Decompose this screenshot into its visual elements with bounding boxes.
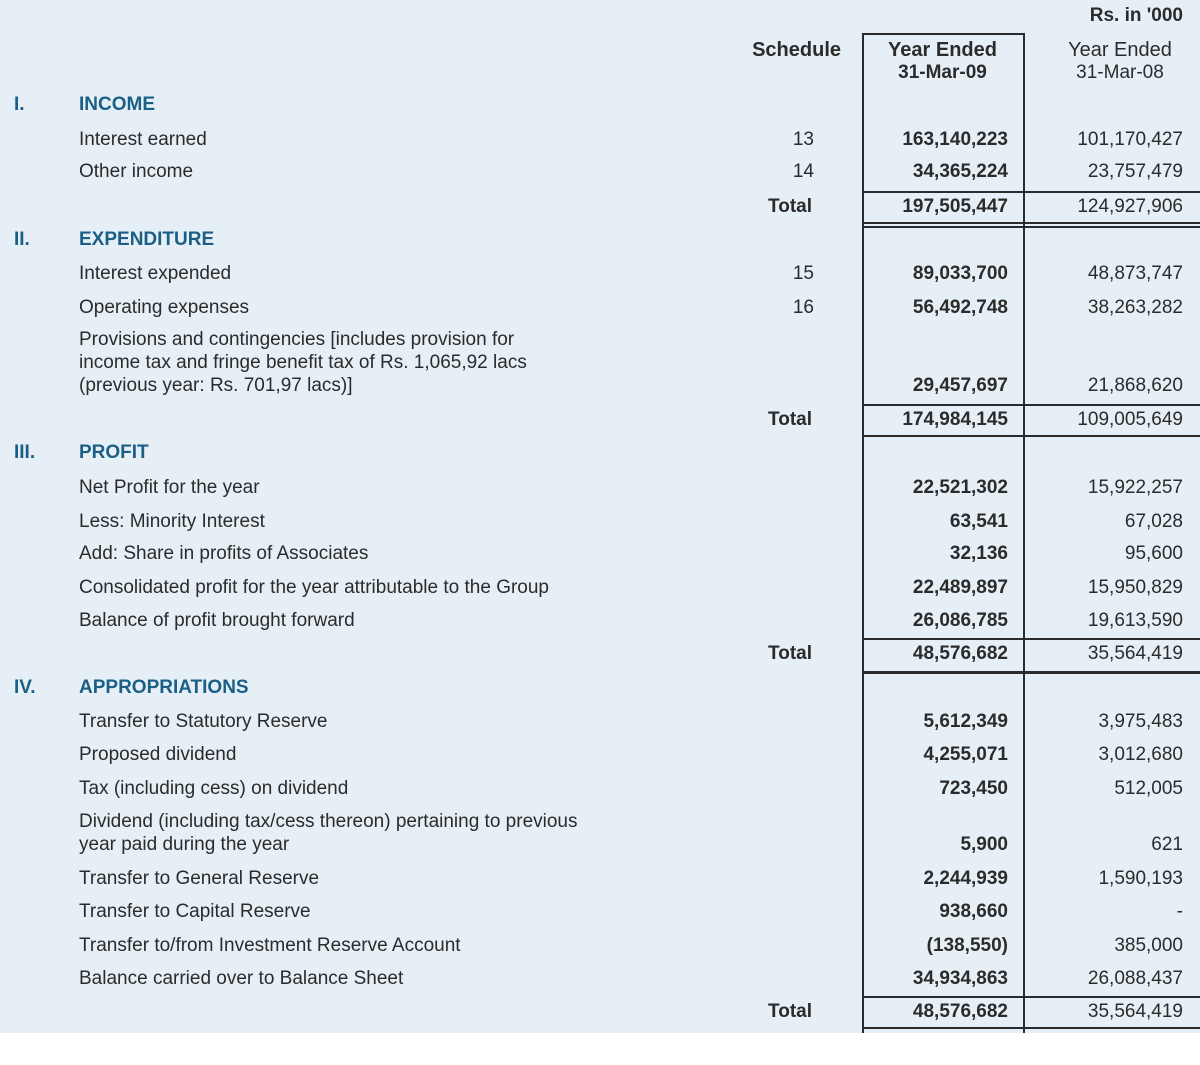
appropriations-row-label: Transfer to General Reserve — [79, 868, 320, 889]
income-row-previous: 101,170,427 — [1077, 129, 1183, 150]
income-row-label: Interest earned — [79, 129, 207, 150]
expenditure-total-previous: 109,005,649 — [1077, 409, 1183, 430]
current-year-column-right-rule — [1023, 33, 1025, 1033]
appropriations-row-current: 4,255,071 — [923, 744, 1008, 765]
current-year-header-line2: 31-Mar-09 — [898, 62, 987, 83]
profit-row-current: 63,541 — [949, 511, 1008, 532]
dividend-prev-label-line2: year paid during the year — [79, 834, 290, 855]
appropriations-row-current: 34,934,863 — [912, 968, 1008, 989]
appropriations-row-current: 2,244,939 — [923, 868, 1008, 889]
expenditure-row-current: 89,033,700 — [912, 263, 1008, 284]
appropriations-row-previous: 512,005 — [1114, 778, 1183, 799]
profit-row-previous: 95,600 — [1124, 543, 1183, 564]
appropriations-row-previous: 3,975,483 — [1098, 711, 1183, 732]
previous-year-header-line2: 31-Mar-08 — [1076, 62, 1164, 83]
profit-total-thick-rule — [862, 671, 1200, 674]
provisions-current: 29,457,697 — [912, 375, 1008, 396]
provisions-label-line3: (previous year: Rs. 701,97 lacs)] — [79, 375, 353, 396]
income-row-current: 34,365,224 — [912, 161, 1008, 182]
appropriations-roman: IV. — [14, 677, 36, 698]
expenditure-row-label: Interest expended — [79, 263, 232, 284]
profit-title: PROFIT — [79, 442, 149, 463]
appropriations-row-previous: - — [1176, 901, 1183, 922]
income-total-previous: 124,927,906 — [1077, 196, 1183, 217]
current-year-header-line1: Year Ended — [888, 39, 997, 61]
dividend-prev-previous: 621 — [1151, 834, 1183, 855]
units-note: Rs. in '000 — [1089, 5, 1183, 26]
appropriations-row-previous: 3,012,680 — [1098, 744, 1183, 765]
expenditure-row-schedule: 15 — [792, 263, 814, 284]
appropriations-row-label: Proposed dividend — [79, 744, 237, 765]
profit-total-label: Total — [768, 643, 812, 664]
appropriations-row-previous: 1,590,193 — [1098, 868, 1183, 889]
appropriations-title: APPROPRIATIONS — [79, 677, 249, 698]
dividend-prev-current: 5,900 — [960, 834, 1008, 855]
appropriations-row-label: Transfer to/from Investment Reserve Account — [79, 935, 461, 956]
appropriations-row-previous: 26,088,437 — [1087, 968, 1183, 989]
expenditure-total-label: Total — [768, 409, 812, 430]
expenditure-row-current: 56,492,748 — [912, 297, 1008, 318]
appropriations-total-label: Total — [768, 1001, 812, 1022]
current-year-column-top-rule — [862, 33, 1024, 35]
income-row-label: Other income — [79, 161, 194, 182]
expenditure-row-label: Operating expenses — [79, 297, 250, 318]
appropriations-row-label: Balance carried over to Balance Sheet — [79, 968, 404, 989]
income-row-schedule: 14 — [792, 161, 814, 182]
expenditure-title: EXPENDITURE — [79, 229, 215, 250]
profit-row-previous: 15,922,257 — [1087, 477, 1183, 498]
income-roman: I. — [14, 94, 25, 115]
profit-row-previous: 19,613,590 — [1087, 610, 1183, 631]
appropriations-row-previous: 385,000 — [1114, 935, 1183, 956]
profit-roman: III. — [14, 442, 36, 463]
appropriations-total-previous: 35,564,419 — [1087, 1001, 1183, 1022]
provisions-label-line1: Provisions and contingencies [includes provision for — [79, 329, 515, 350]
appropriations-row-label: Transfer to Capital Reserve — [79, 901, 311, 922]
appropriations-total-bottom-rule — [862, 1027, 1200, 1029]
profit-row-current: 22,521,302 — [912, 477, 1008, 498]
expenditure-total-current: 174,984,145 — [902, 409, 1008, 430]
expenditure-roman: II. — [14, 229, 30, 250]
profit-total-previous: 35,564,419 — [1087, 643, 1183, 664]
income-total-label: Total — [768, 196, 812, 217]
expenditure-row-schedule: 16 — [792, 297, 814, 318]
profit-total-current: 48,576,682 — [912, 643, 1008, 664]
income-row-previous: 23,757,479 — [1087, 161, 1183, 182]
income-row-schedule: 13 — [792, 129, 814, 150]
income-total-double-rule-1 — [862, 222, 1200, 224]
dividend-prev-label-line1: Dividend (including tax/cess thereon) pertaining to previous — [79, 811, 578, 832]
provisions-label-line2: income tax and fringe benefit tax of Rs. 1,065,92 lacs — [79, 352, 527, 373]
profit-row-previous: 15,950,829 — [1087, 577, 1183, 598]
appropriations-row-current: 5,612,349 — [923, 711, 1008, 732]
income-total-double-rule-2 — [862, 226, 1200, 228]
expenditure-total-top-rule — [862, 404, 1200, 406]
profit-row-current: 26,086,785 — [912, 610, 1008, 631]
provisions-previous: 21,868,620 — [1087, 375, 1183, 396]
profit-total-top-rule — [862, 638, 1200, 640]
income-total-current: 197,505,447 — [902, 196, 1008, 217]
profit-row-current: 22,489,897 — [912, 577, 1008, 598]
profit-row-label: Less: Minority Interest — [79, 511, 265, 532]
expenditure-total-rule — [862, 435, 1200, 437]
appropriations-row-label: Transfer to Statutory Reserve — [79, 711, 328, 732]
profit-row-current: 32,136 — [949, 543, 1008, 564]
appropriations-total-current: 48,576,682 — [912, 1001, 1008, 1022]
page-bottom-margin — [0, 1033, 1200, 1065]
appropriations-row-label: Tax (including cess) on dividend — [79, 778, 349, 799]
previous-year-header-line1: Year Ended — [1068, 39, 1172, 61]
appropriations-row-current: 938,660 — [939, 901, 1008, 922]
expenditure-row-previous: 48,873,747 — [1087, 263, 1183, 284]
profit-row-label: Add: Share in profits of Associates — [79, 543, 369, 564]
schedule-header: Schedule — [752, 39, 841, 61]
appropriations-total-top-rule — [862, 996, 1200, 998]
appropriations-row-current: (138,550) — [926, 935, 1008, 956]
profit-row-previous: 67,028 — [1124, 511, 1183, 532]
income-total-top-rule — [862, 191, 1200, 193]
appropriations-row-current: 723,450 — [939, 778, 1008, 799]
profit-row-label: Net Profit for the year — [79, 477, 260, 498]
income-title: INCOME — [79, 94, 155, 115]
profit-row-label: Consolidated profit for the year attributable to the Group — [79, 577, 549, 598]
expenditure-row-previous: 38,263,282 — [1087, 297, 1183, 318]
profit-row-label: Balance of profit brought forward — [79, 610, 355, 631]
income-row-current: 163,140,223 — [902, 129, 1008, 150]
